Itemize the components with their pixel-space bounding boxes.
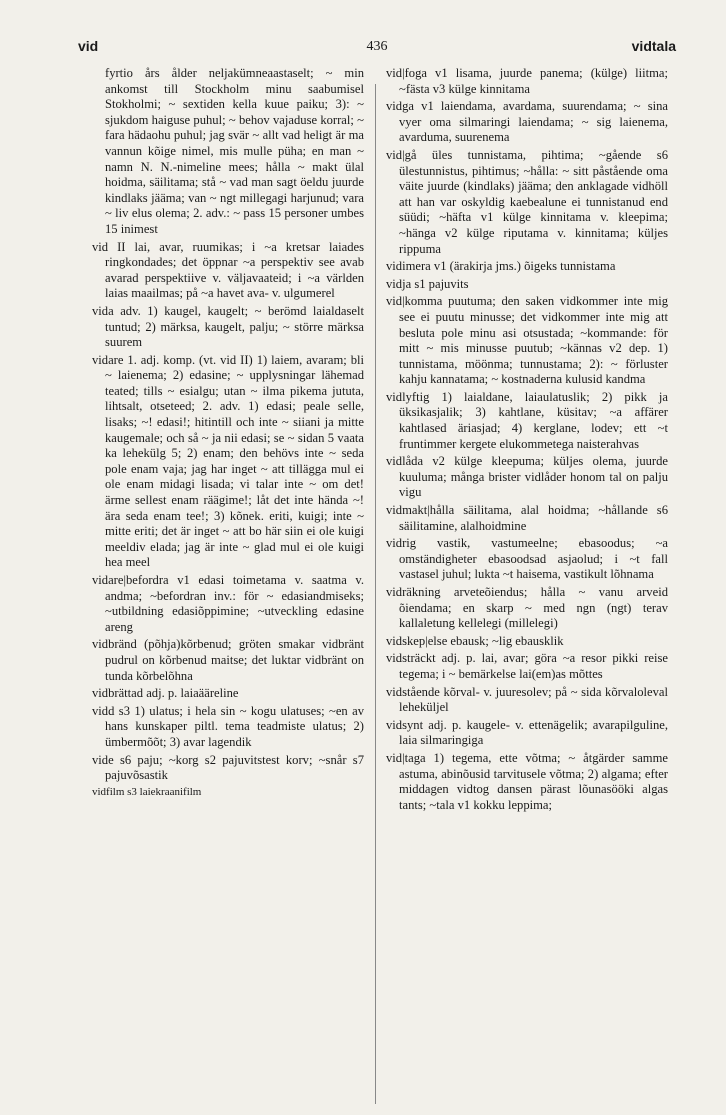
dictionary-entry: vidfilm s3 laiekraanifilm	[92, 785, 202, 798]
page-number: 436	[366, 39, 388, 54]
dictionary-entry: fyrtio års ålder neljakümneaastaselt; ~ min ankomst till Stockholm minu saabumisel Stokholmi; ~ sextiden kella kuue paiku; 3): ~ sjukdom haiguse puhul; ~ behov vajaduse korral; ~ fara hädaohu puhul; jag svär ~ allt vad heligt är ma vannun kõige nimel, mis mulle püha; en man ~ namn N. N.-nimeline mees; hålla ~ makt ülal hoidma, säilitama; stå ~ vad man sagt öeldu juurde kindlaks jääma; van ~ ngt millegagi harjunud; vara ~ liv elus olema; 2. adv.: ~ pass 15 personer umbes 15 inimest	[105, 66, 364, 236]
dictionary-entry: vidbränd (põhja)kõrbenud; gröten smakar vidbränt pudrul on kõrbenud maitse; det luktar vidbränt on tunda kõrbelõhna	[92, 637, 364, 683]
dictionary-entry: vidare|befordra v1 edasi toimetama v. saatma v. andma; ~befordran inv.: för ~ edasiandmiseks; ~utbildning edasiõppimine; ~utveckling edasine areng	[92, 573, 364, 634]
dictionary-entry: vid|taga 1) tegema, ette võtma; ~ åtgärder samme astuma, abinõusid tarvitusele võtma; 2) algama; efter middagen vidtog dansen pärast lõunasööki algas tants; ~tala v1 kokku leppima;	[386, 750, 668, 812]
dictionary-entry: vidja s1 pajuvits	[386, 276, 469, 291]
dictionary-entry: vidimera v1 (ärakirja jms.) õigeks tunnistama	[386, 259, 616, 274]
dictionary-entry: vidd s3 1) ulatus; i hela sin ~ kogu ulatuses; ~en av hans kunskaper piltl. tema teadmiste ulatus; 2) ümbermõõt; 3) avar lagendik	[92, 703, 364, 749]
dictionary-entry: vidlåda v2 külge kleepuma; küljes olema, juurde kuuluma; många brister vidlåder honom tal on palju vigu	[386, 454, 668, 500]
dictionary-entry: vidmakt|hålla säilitama, alal hoidma; ~hållande s6 säilitamine, alalhoidmine	[386, 503, 668, 533]
guide-word-right: vidtala	[631, 38, 676, 54]
dictionary-entry: vidskep|else ebausk; ~lig ebausklik	[386, 633, 564, 648]
left-column	[92, 66, 364, 801]
dictionary-entry: vid II lai, avar, ruumikas; i ~a kretsar laiades ringkondades; det öppnar ~a perspektiv see avab avarad perspektiive v. väljavaateid; i ~a världen laias maailmas; på ~a havet ava- v. ulgumerel	[92, 239, 364, 301]
dictionary-entry: vidsträckt adj. p. lai, avar; göra ~a resor pikki reise tegema; i ~ bemärkelse lai(em)as mõttes	[386, 651, 668, 681]
right-column	[386, 66, 668, 815]
dictionary-entry: vidstående kõrval- v. juuresolev; på ~ sida kõrvaloleval leheküljel	[386, 684, 668, 715]
dictionary-entry: vid|gå üles tunnistama, pihtima; ~gående s6 ülestunnistus, pihtimus; ~hålla: ~ sitt påstående oma väite juurde (kindlaks) jääma; den anklagade vidhöll att han var oskyldig kaebealune ei tunnistanud end süüdi; ~häfta v1 külge kinnitama v. kleepima; ~hänga v2 külge riputama v. kinnitama; küljes rippuma	[386, 147, 668, 256]
guide-word-left: vid	[78, 38, 99, 54]
dictionary-entry: vidlyftig 1) laialdane, laiaulatuslik; 2) pikk ja üksikasjalik; 3) kahtlane, küsitav; ~a affärer kahtlased äriasjad; 4) kerglane, lodev; ett ~t fruntimmer kergete elukommetega naisterahvas	[386, 389, 668, 451]
dictionary-entry: vidare 1. adj. komp. (vt. vid II) 1) laiem, avaram; bli ~ laienema; 2) edasine; ~ upplysningar lähemad teated; tills ~ esialgu; utan ~ ilma pikema jututa, lihtsalt, otseteed; 2. adv. 1) edasi; peale selle, lisaks; ~! edasi!; hitintill och inte ~ siiani ja mitte kaugemale; och så ~ ja nii edasi; se ~ sidan 5 vaata ka lehekülg 5; 2) enam; den behövs inte ~ seda pole enam vaja; jag har inget ~ att tillägga mul ei ole enam midagi lisada; vi talar inte ~ om det! ärme sellest enam räägime!; låt det inte hända ~! ära seda enam tee!; 3) kõnek. eriti, kuigi; inte ~ mitte eriti; det är inget ~ att bo här siin ei ole kuigi meeldiv elada; jag är inte ~ glad mul ei ole kuigi hea meel	[92, 352, 364, 570]
dictionary-entry: vidrig vastik, vastumeelne; ebasoodus; ~a omständigheter ebasoodsad asjaolud; i ~t fall vastasel juhul; lukta ~t haisema, vastikult lõhnama	[386, 536, 668, 582]
page-header	[78, 38, 676, 60]
dictionary-entry: vid|komma puutuma; den saken vidkommer inte mig see ei puutu minusse; det vidkommer inte mig att besluta pole minu asi otsustada; ~kommande: för mitt ~ mis minusse puutub; ~kännas v2 dep. 1) tunnistama, möönma; tunnustama; 2): ~ förluster kahju kannatama; ~ kostnaderna kulusid kandma	[386, 294, 668, 387]
dictionary-entry: vid|foga v1 lisama, juurde panema; (külge) liitma; ~fästa v3 külge kinnitama	[386, 66, 668, 96]
dictionary-entry: vidbrättad adj. p. laiaääreline	[92, 686, 239, 701]
dictionary-entry: vidga v1 laiendama, avardama, suurendama; ~ sina vyer oma silmaringi laiendama; ~ sig laienema, avarduma, suurenema	[386, 99, 668, 145]
column-divider	[375, 84, 376, 1104]
dictionary-entry: vidsynt adj. p. kaugele- v. ettenägelik; avarapilguline, laia silmaringiga	[386, 717, 668, 748]
dictionary-entry: vida adv. 1) kaugel, kaugelt; ~ berömd laialdaselt tuntud; 2) märksa, kaugelt, palju; ~ större märksa suurem	[92, 303, 364, 350]
dictionary-entry: vide s6 paju; ~korg s2 pajuvitstest korv; ~snår s7 pajuvõsastik	[92, 752, 364, 783]
dictionary-entry: vidräkning arveteõiendus; hålla ~ vanu arveid õiendama; en skarp ~ med ngn (ngt) terav kallaletung kellelegi (millelegi)	[386, 585, 668, 631]
